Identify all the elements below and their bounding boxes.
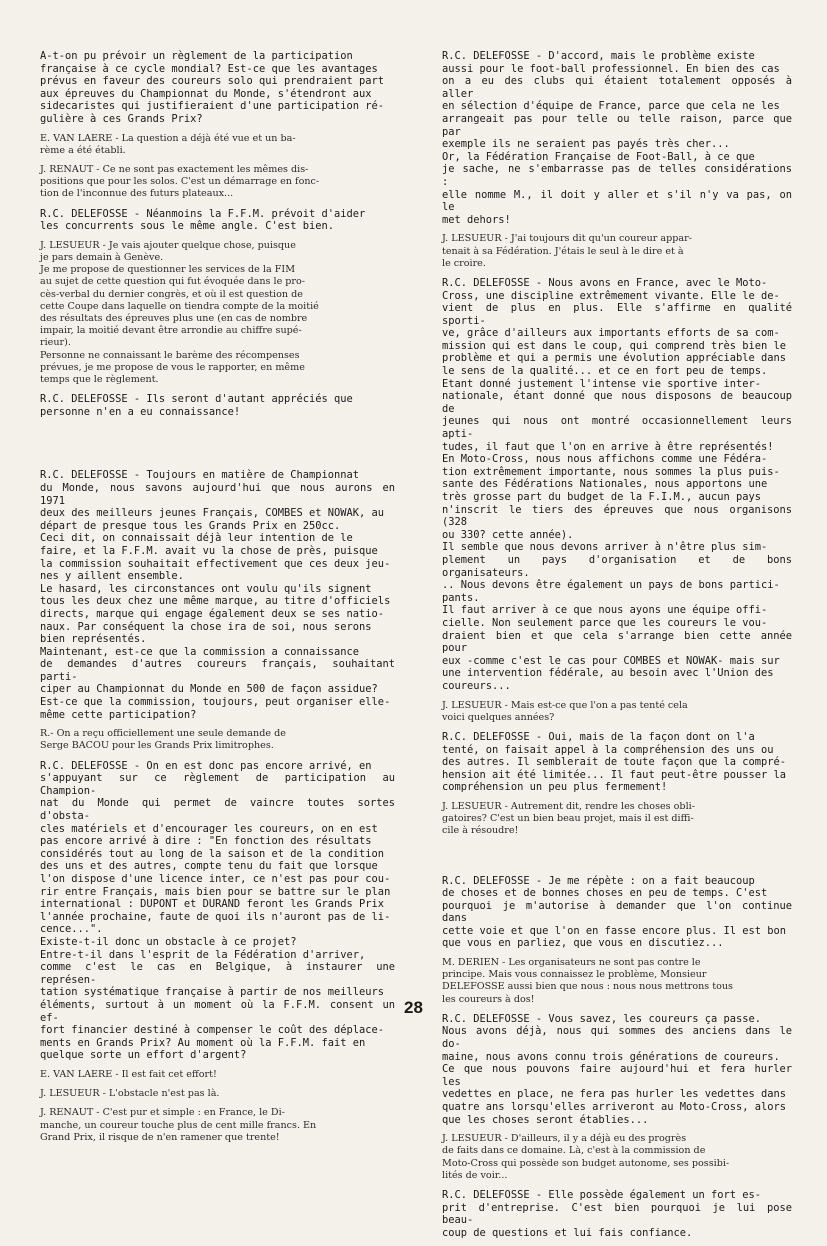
page-number: 28 (404, 998, 423, 1017)
paragraph: R.C. DELEFOSSE - On en est donc pas encore arrivé, en s'appuyant sur ce règlement de participation au Champion- nat du Monde qui permet de vaincre toutes sortes d'obsta- cles matériels et d'encourager les coureurs, on en est pas encore arrivé à dire : "En fonction des résultats considérés tout au long de la saison et de la condition des uns et des autres, compte tenu du fait que lorsque l'on dispose d'une licence inter, ce n'est pas pour cou- rir entre Français, mais bien pour se battre sur le plan international : DUPONT et DURAND feront les Grands Prix l'année prochaine, faute de quoi ils n'auront pas de li- cence...". Existe-t-il donc un obstacle à ce projet? Entre-t-il dans l'esprit de la Fédération d'arriver, comme c'est le cas en Belgique, à instaurer une représen- tation systématique française à partir de nos meilleurs éléments, surtout à un moment où la F.F.M. consent un ef- fort financier destiné à compenser le coût des déplace- ments en Grands Prix? Au moment où la F.F.M. fait en quelque sorte un effort d'argent? (40, 759, 395, 1062)
section-gap (40, 425, 395, 469)
paragraph: E. VAN LAERE - Il est fait cet effort! (40, 1068, 217, 1080)
paragraph: R.C. DELEFOSSE - Toujours en matière de Championnat du Monde, nous savons aujourd'hui que nous aurons en 1971 deux des meilleurs jeunes Français, COMBES et NOWAK, au départ de presque tous les Grands Prix en 250cc. Ceci dit, on connaissait déjà leur intention de le faire, et la F.F.M. avait vu la chose de près, puisque la commission souhaitait effectivement que ces deux jeu- nes y aillent ensemble. Le hasard, les circonstances ont voulu qu'ils signent tous les deux chez une même marque, au titre d'officiels directs, marque qui engage également deux se ses natio- naux. Par conséquent la chose ira de soi, nous serons bien représentés. Maintenant, est-ce que la commission a connaissance de demandes d'autres coureurs français, souhaitant parti- ciper au Championnat du Monde en 500 de façon assidue? Est-ce que la commission, toujours, peut organiser elle- même cette participation? (40, 469, 395, 721)
paragraph: R.C. DELEFOSSE - Elle possède également un fort es- prit d'entreprise. C'est bien pourquoi je lui pose beau- coup de questions et lui fais confiance. (442, 1189, 792, 1239)
left-column (40, 50, 395, 1151)
paragraph: E. VAN LAERE - La question a déjà été vue et un ba- rème a été établi. (40, 132, 296, 156)
paragraph: R.C. DELEFOSSE - D'accord, mais le problème existe aussi pour le foot-ball professionnel. En bien des cas on a eu des clubs qui étaient totalement opposés à aller en sélection d'équipe de France, parce que cela ne les arrangeait pas pour telle ou telle raison, parce que par exemple ils ne seraient pas payés très cher... Or, la Fédération Française de Foot-Ball, à ce que je sache, ne s'embarrasse pas de telles considérations : elle nomme M., il doit y aller et s'il n'y va pas, on le met dehors! (442, 50, 792, 226)
right-column (442, 50, 792, 1246)
paragraph: R.C. DELEFOSSE - Ils seront d'autant appréciés que personne n'en a eu connaissance! (40, 393, 353, 418)
paragraph: J. LESUEUR - L'obstacle n'est pas là. (40, 1088, 220, 1100)
paragraph: J. RENAUT - Ce ne sont pas exactement les mêmes dis- positions que pour les solos. C'est un démarrage en fonc- tion de l'inconnue des futurs plateaux... (40, 163, 320, 200)
section-gap (442, 845, 792, 875)
paragraph: J. LESUEUR - J'ai toujours dit qu'un coureur appar- tenait à sa Fédération. J'étais le seul à le dire et à le croire. (442, 233, 692, 269)
paragraph: J. LESUEUR - D'ailleurs, il y a déjà eu des progrès de faits dans ce domaine. Là, c'est à la commission de Moto-Cross qui possède son budget autonome, ses possibi- lités de voir... (442, 1133, 730, 1181)
paragraph: R.C. DELEFOSSE - Néanmoins la F.F.M. prévoit d'aider les concurrents sous le même angle. C'est bien. (40, 207, 366, 233)
paragraph: J. LESUEUR - Mais est-ce que l'on a pas tenté cela voici quelques années? (442, 699, 688, 723)
paragraph: R.- On a reçu officiellement une seule demande de Serge BACOU pour les Grands Prix limitrophes. (40, 728, 286, 752)
paragraph: R.C. DELEFOSSE - Vous savez, les coureurs ça passe. Nous avons déjà, nous qui sommes des anciens dans le do- maine, nous avons connu trois générations de coureurs. Ce que nous pouvons faire aujourd'hui et fera hurler les vedettes en place, ne fera pas hurler les vedettes dans quatre ans lorsqu'elles arriveront au Moto-Cross, alors que les choses seront établies... (442, 1012, 792, 1126)
paragraph: J. LESUEUR - Autrement dit, rendre les choses obli- gatoires? C'est un bien beau projet, mais il est diffi- cile à résoudre! (442, 800, 695, 837)
paragraph: R.C. DELEFOSSE - Nous avons en France, avec le Moto- Cross, une discipline extrêmement vivante. Elle le de- vient de plus en plus. Elle s'affirme en qualité sporti- ve, grâce d'ailleurs aux importants efforts de sa com- mission qui est dans le coup, qui comprend très bien le problème et qui a permis une évolution appréciable dans le sens de la qualité... et ce en fort peu de temps. Etant donné justement l'intense vie sportive inter- nationale, étant donné que nous disposons de beaucoup de jeunes qui nous ont montré occasionnellement leurs apti- tudes, il faut que l'on en arrive à être représentés! En Moto-Cross, nous nous affichons comme une Fédéra- tion extrêmement importante, nous sommes la plus puis- sante des Fédérations Nationales, nous apportons une très grosse part du budget de la F.I.M., aucun pays n'inscrit le tiers des épreuves que nous organisons (328 ou 330? cette année). Il semble que nous devons arriver à n'être plus sim- plement un pays d'organisation et de bons organisateurs. .. Nous devons être également un pays de bons partici- pants. Il faut arriver à ce que nous ayons une équipe offi- cielle. Non seulement parce que les coureurs le vou- draient bien et que cela s'arrange bien cette année pour eux -comme c'est le cas pour COMBES et NOWAK- mais sur une intervention fédérale, au besoin avec l'Union des coureurs... (442, 276, 792, 692)
paragraph: R.C. DELEFOSSE - Je me répète : on a fait beaucoup de choses et de bonnes choses en peu de temps. C'est pourquoi je m'autorise à demander que l'on continue dans cette voie et que l'on en fasse encore plus. Il est bon que vous en parliez, que vous en discutiez... (442, 874, 792, 950)
paragraph: J. LESUEUR - Je vais ajouter quelque chose, puisque je pars demain à Genève. Je me propose de questionner les services de la FIM au sujet de cette question qui fut évoquée dans le pro- cès-verbal du dernier congrès, et où il est question de cette Coupe dans laquelle on tiendra compte de la moitié des résultats des épreuves plus une (en cas de nombre impair, la moitié devant être arrondie au chiffre supé- rieur). Personne ne connaissant le barème des récompenses prévues, je me propose de vous le rapporter, en même temps que le règlement. (40, 239, 319, 385)
paragraph: M. DERIEN - Les organisateurs ne sont pas contre le principe. Mais vous connaissez le problème, Monsieur DELEFOSSE aussi bien que nous : nous nous mettrons tous les coureurs à dos! (442, 957, 733, 1005)
paragraph: R.C. DELEFOSSE - Oui, mais de la façon dont on l'a tenté, on faisait appel à la compréhension des uns ou des autres. Il semblerait de toute façon que la compré- hension ait été limitée... Il faut peut-être pousser la compréhension un peu plus fermement! (442, 730, 787, 794)
paragraph: J. RENAUT - C'est pur et simple : en France, le Di- manche, un coureur touche plus de cent mille francs. En Grand Prix, il risque de n'en ramener que trente! (40, 1107, 317, 1143)
paragraph: A-t-on pu prévoir un règlement de la participation française à ce cycle mondial? Est-ce que les avantages prévus en faveur des coureurs solo qui prendraient part aux épreuves du Championnat du Monde, s'étendront aux sidecaristes qui justifieraient d'une participation ré- gulière à ces Grands Prix? (40, 50, 385, 125)
